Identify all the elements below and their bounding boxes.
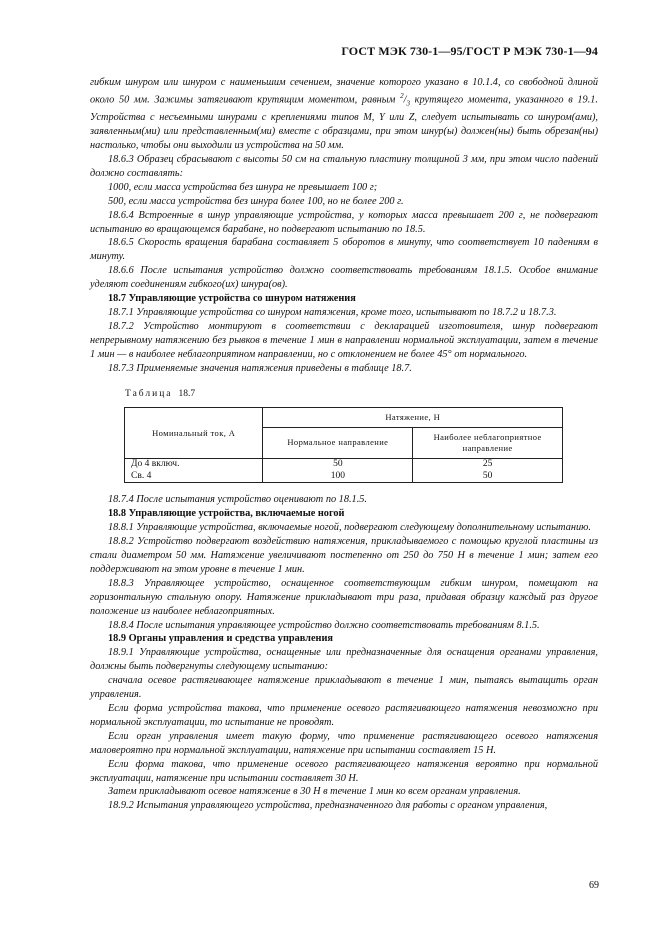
text-segment: крутящего момента, указанного в 19.1. Устройства с несъемными шнурами с креплениями типов М, Y или Z, следует испытывать со шнуром(ами), заявленным(ми) или представленным(ми) вместе с образцами, при этом шнур(ы) должен(ны) быть обрезан(ны) настолько, чтобы они выходили из устройства на 50 мм. [90,94,598,152]
paragraph-18-8-2: 18.8.2 Устройство подвергают воздействию натяжения, прикладываемого с помощью круглой пластины из стали диаметром 50 мм. Натяжение увеличивают постепенно от 250 до 750 Н в течение 1 мин; затем его поддерживают на этом уровне в течение 1 мин. [90,536,598,575]
paragraph-18-6-5: 18.6.5 Скорость вращения барабана составляет 5 оборотов в минуту, что соответствует 10 падениям в минуту. [90,237,598,263]
section-heading-18-7: 18.7 Управляющие устройства со шнуром натяжения [108,293,356,305]
table-cell: 25 [413,459,563,471]
paragraph-all-controls: Затем прикладывают осевое натяжение в 30 Н в течение 1 мин ко всем органам управления. [108,786,521,798]
section-heading-18-8: 18.8 Управляющие устройства, включаемые ногой [108,508,345,520]
fraction-numerator: 2 [400,91,404,100]
paragraph-18-7-1: 18.7.1 Управляющие устройства со шнуром натяжения, кроме того, испытывают по 18.7.2 и 18.7.3. [108,306,557,318]
table-header-unfavourable: Наиболее неблагоприятное направление [413,427,563,459]
paragraph-continuation: гибким шнуром или шнуром с наименьшим сечением, значение которого указано в 10.1.4, со свободной длиной около 50 мм. Зажимы затягивают крутящим моментом, равным $^2/_3$ крутящего момента, указанного в 19.1. Устройства с несъемными шнурами с креплениями типов М, Y или Z, следует испытывать со шнуром(ами), заявленным(ми) или представленным(ми) вместе с образцами, при этом шнур(ы) должен(ны) быть обрезан(ны) настолько, чтобы они выходили из устройства на 50 мм. [90,77,598,152]
table-header-normal: Нормальное направление [263,427,413,459]
table-caption-word: Таблица [125,388,173,399]
table-caption [125,388,598,402]
table-cell: 50 [413,471,563,483]
paragraph-18-8-3: 18.8.3 Управляющее устройство, оснащенное соответствующим гибким шнуром, помещают на горизонтальную стальную опору. Натяжение прикладывают три раза, придавая образцу каждый раз другое положение из наиболее неблагоприятных. [90,577,598,617]
paragraph-18-9-2: 18.9.2 Испытания управляющего устройства, предназначенного для работы с органом управления, [108,800,548,812]
paragraph-18-9-1: 18.9.1 Управляющие устройства, оснащенные или предназначенные для оснащения органами управления, должны быть подвергнуты следующему испытанию: [90,647,598,673]
paragraph-30n: Если форма такова, что применение осевого растягивающего натяжения вероятно при нормальной эксплуатации, натяжение при испытании составляет 30 Н. [90,758,598,784]
paragraph-18-6-3: 18.6.3 Образец сбрасывают с высоты 50 см на стальную пластину толщиной 3 мм, при этом число падений должно составлять: [90,154,598,179]
page-header: ГОСТ МЭК 730-1—95/ГОСТ Р МЭК 730-1—94 [341,44,598,58]
fraction-denominator: 3 [406,99,410,108]
paragraph-no-test: Если форма устройства такова, что применение осевого растягивающего натяжения невозможно при нормальной эксплуатации, то испытание не проводят. [90,703,598,728]
paragraph-18-7-3: 18.7.3 Применяемые значения натяжения приведены в таблице 18.7. [108,362,412,374]
table-cell: До 4 включ. [125,459,263,471]
paragraph-drops-1000: 1000, если масса устройства без шнура не превышает 100 г; [108,181,378,193]
table-cell: 100 [263,471,413,483]
text-segment: гибким шнуром или шнуром с наименьшим сечением, значение которого указано в 10.1.4, со свободной длиной около 50 мм. Зажимы затягивают крутящим моментом, равным [90,77,598,106]
table-cell: 50 [263,459,413,471]
paragraph-18-7-4: 18.7.4 После испытания устройство оценивают по 18.1.5. [108,494,368,506]
tension-table [124,407,563,483]
section-heading-18-9: 18.9 Органы управления и средства управления [108,633,333,645]
table-cell: Св. 4 [125,471,263,483]
page-number: 69 [589,880,599,891]
paragraph-18-8-1: 18.8.1 Управляющие устройства, включаемые ногой, подвергают следующему дополнительному испытанию. [108,522,591,534]
paragraph-drops-500: 500, если масса устройства без шнура более 100, но не более 200 г. [108,195,404,207]
paragraph-18-6-4: 18.6.4 Встроенные в шнур управляющие устройства, у которых масса превышает 200 г, не подвергают испытанию во вращающемся барабане, но подвергают испытанию по 18.5. [90,209,598,235]
table-header-tension: Натяжение, Н [263,408,563,427]
paragraph-first-test: сначала осевое растягивающее натяжение прикладывают в течение 1 мин, пытаясь вытащить орган управления. [90,675,598,701]
table-caption-number: 18.7 [178,388,196,399]
paragraph-18-7-2: 18.7.2 Устройство монтируют в соответствии с декларацией изготовителя, шнур подвергают непрерывному натяжению без рывков в течение 1 мин в направлении нормальной эксплуатации, затем в течение 1 мин — в наиболее неблагоприятном направлении, но с отклонением не более 45° от нормального. [90,320,598,360]
paragraph-18-8-4: 18.8.4 После испытания управляющее устройство должно соответствовать требованиям 8.1.5. [108,619,540,631]
table-header-current: Номинальный ток, А [125,408,263,459]
paragraph-15n: Если орган управления имеет такую форму, что применение растягивающего осевого натяжения маловероятно при нормальной эксплуатации, натяжение при испытании составляет 15 Н. [90,730,598,756]
page-body [90,76,598,813]
paragraph-18-6-6: 18.6.6 После испытания устройство должно соответствовать требованиям 18.1.5. Особое внимание уделяют соединениям гибкого(их) шнура(ов). [90,265,598,291]
